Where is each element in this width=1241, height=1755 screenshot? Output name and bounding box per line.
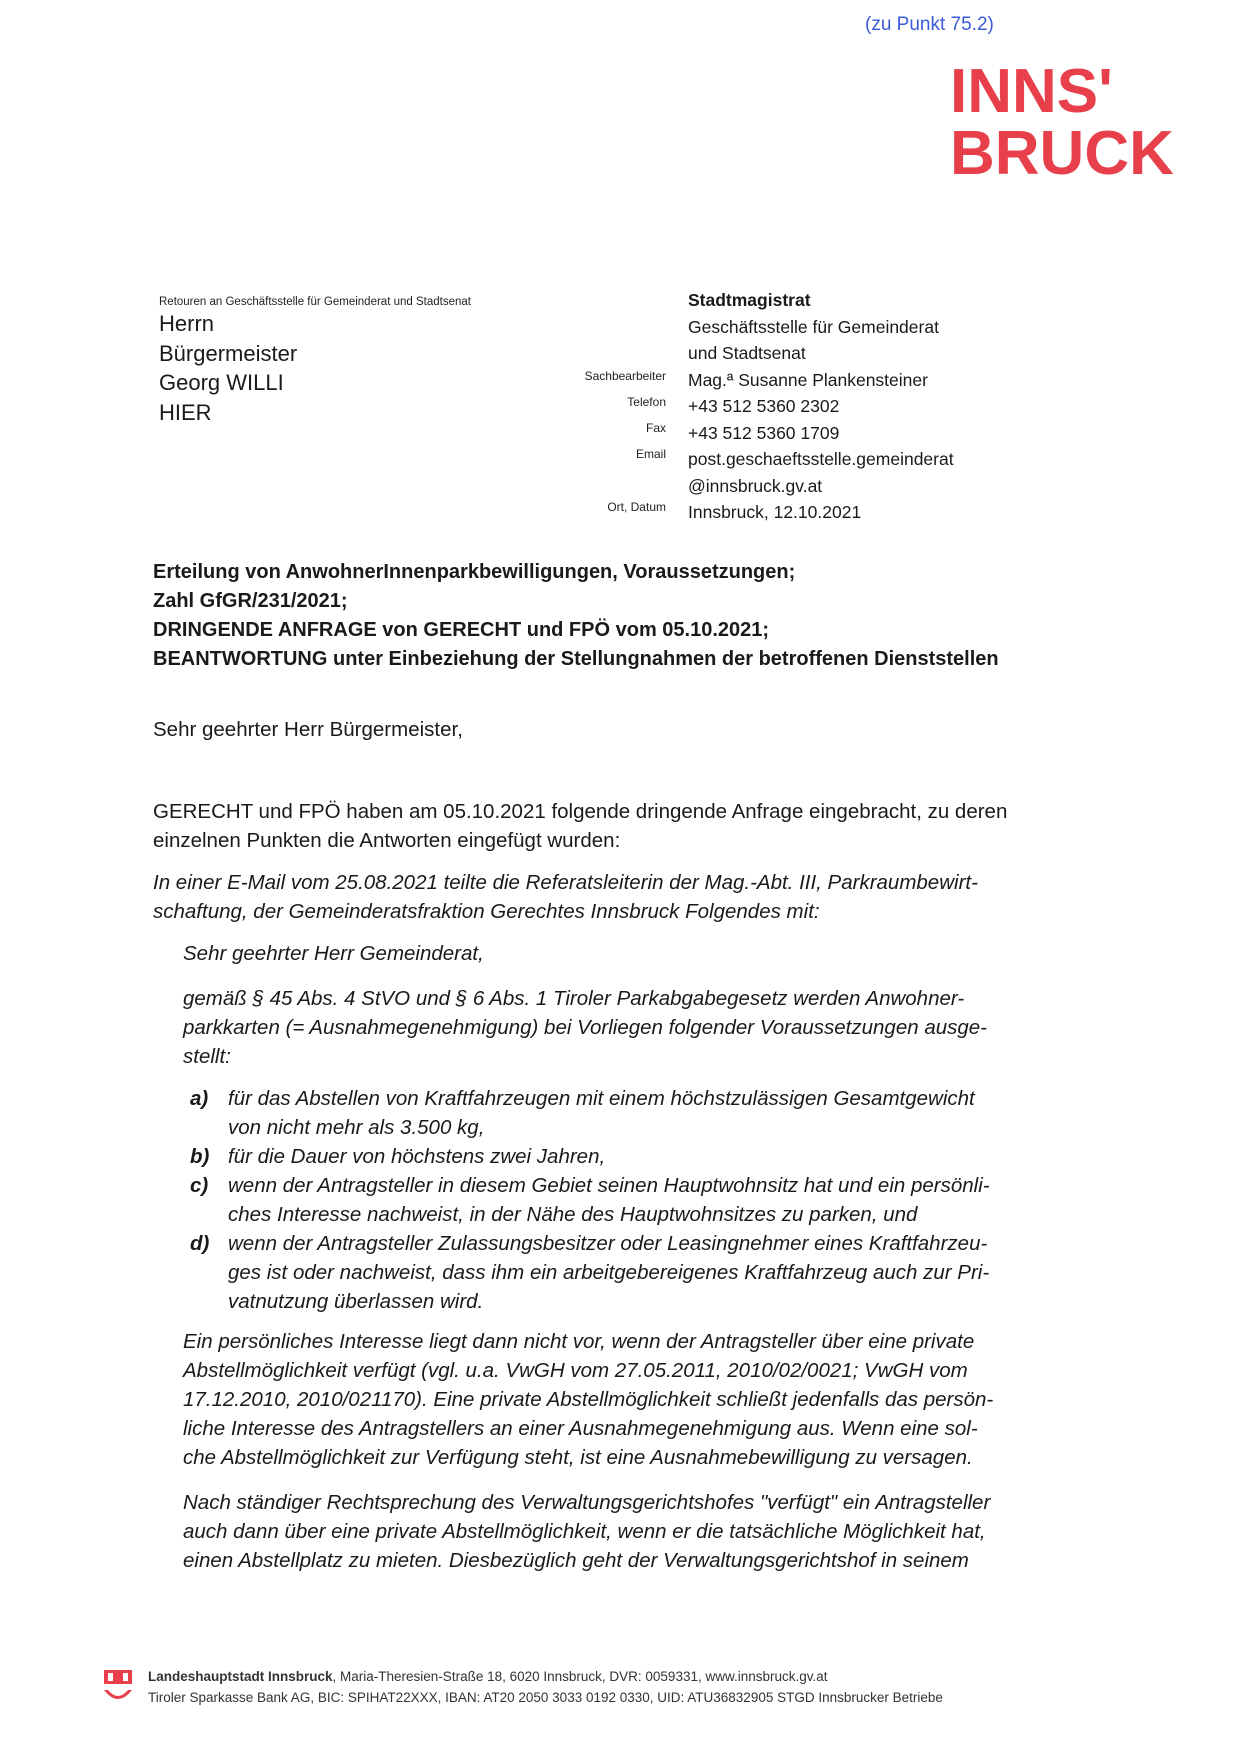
email-address: post.geschaeftsstelle.gemeinderat [688, 449, 954, 469]
list-item [190, 1171, 1140, 1229]
date-label: Ort, Datum [607, 500, 666, 514]
text-line: Abstellmöglichkeit verfügt (vgl. u.a. VwGH vom 27.05.2011, 2010/02/0021; VwGH vom [183, 1359, 968, 1382]
return-address-note: Retouren an Geschäftsstelle für Gemeinderat und Stadtsenat [159, 296, 471, 308]
footer [148, 1666, 1108, 1708]
office-name: Stadtmagistrat [688, 290, 811, 310]
quote-paragraph [183, 1327, 1133, 1472]
footer-city-name: Landeshauptstadt Innsbruck [148, 1669, 333, 1684]
subject-line: Erteilung von AnwohnerInnenparkbewilligungen, Voraussetzungen; [153, 561, 796, 583]
place-date: Innsbruck, 12.10.2021 [688, 502, 862, 522]
list-marker: b) [190, 1145, 210, 1168]
email-label: Email [635, 447, 666, 461]
text-line: GERECHT und FPÖ haben am 05.10.2021 folgende dringende Anfrage eingebracht, zu deren [153, 800, 1008, 823]
fax-label: Fax [645, 421, 666, 435]
logo-line-2: BRUCK [950, 119, 1174, 180]
text-line: Ein persönliches Interesse liegt dann nicht vor, wenn der Antragsteller über eine private [183, 1330, 975, 1353]
subject-block [153, 558, 999, 674]
text-line: stellt: [183, 1045, 231, 1068]
text-line: einen Abstellplatz zu mieten. Diesbezüglich geht der Verwaltungsgerichtshof in seinem [183, 1549, 969, 1572]
text-line: che Abstellmöglichkeit zur Verfügung steht, ist eine Ausnahmebewilligung zu versagen. [183, 1446, 973, 1469]
reference-note: (zu Punkt 75.2) [865, 14, 994, 35]
recipient-address [159, 309, 297, 427]
text-line: auch dann über eine private Abstellmöglichkeit, wenn er die tatsächliche Möglichkeit hat, [183, 1520, 986, 1543]
email-address: @innsbruck.gv.at [688, 475, 823, 496]
quote-paragraph [183, 984, 1123, 1071]
text-line: wenn der Antragsteller in diesem Gebiet seinen Hauptwohnsitz hat und ein persönli- [228, 1174, 990, 1197]
text-line: schaftung, der Gemeinderatsfraktion Gerechtes Innsbruck Folgendes mit: [153, 900, 820, 923]
text-line: vatnutzung überlassen wird. [228, 1290, 484, 1313]
fax-number: +43 512 5360 1709 [688, 422, 840, 443]
list-marker: a) [190, 1087, 209, 1110]
list-item [190, 1229, 1140, 1316]
footer-bank-line: Tiroler Sparkasse Bank AG, BIC: SPIHAT22XXX, IBAN: AT20 2050 3033 0192 0330, UID: ATU36832905 STGD Innsbrucker Betriebe [148, 1690, 943, 1705]
text-line: 17.12.2010, 2010/021170). Eine private Abstellmöglichkeit schließt jedenfalls das persön- [183, 1388, 994, 1411]
department-line: Geschäftsstelle für Gemeinderat [688, 316, 939, 337]
text-line: für das Abstellen von Kraftfahrzeugen mit einem höchstzulässigen Gesamtgewicht [228, 1087, 975, 1110]
list-item [190, 1084, 1140, 1142]
city-logo [950, 58, 1190, 180]
text-line: ches Interesse nachweist, in der Nähe des Hauptwohnsitzes zu parken, und [228, 1203, 918, 1226]
text-line: liche Interesse des Antragstellers an einer Ausnahmegenehmigung aus. Wenn eine sol- [183, 1417, 978, 1440]
clerk-name: Mag.ª Susanne Plankensteiner [688, 369, 928, 390]
text-line: parkkarten (= Ausnahmegenehmigung) bei Vorliegen folgender Voraussetzungen ausge- [183, 1016, 988, 1039]
text-line: In einer E-Mail vom 25.08.2021 teilte die Referatsleiterin der Mag.-Abt. III, Parkraumbewirt- [153, 871, 978, 894]
intro-paragraph [153, 797, 1143, 855]
list-marker: d) [190, 1232, 210, 1255]
text-line: wenn der Antragsteller Zulassungsbesitzer oder Leasingnehmer eines Kraftfahrzeu- [228, 1232, 988, 1255]
salutation: Sehr geehrter Herr Bürgermeister, [153, 718, 463, 741]
subject-line: BEANTWORTUNG unter Einbeziehung der Stellungnahmen der betroffenen Dienststellen [153, 648, 999, 670]
quote-intro [153, 868, 1143, 926]
city-emblem-icon [102, 1668, 134, 1706]
text-line: ges ist oder nachweist, dass ihm ein arbeitgebereigenes Kraftfahrzeug auch zur Pri- [228, 1261, 990, 1284]
phone-number: +43 512 5360 2302 [688, 396, 840, 416]
text-line: Nach ständiger Rechtsprechung des Verwaltungsgerichtshofes "verfügt" ein Antragsteller [183, 1491, 991, 1514]
sender-info [688, 287, 954, 526]
subject-line: DRINGENDE ANFRAGE von GERECHT und FPÖ vom 05.10.2021; [153, 619, 770, 641]
logo-line-1: INNS' [950, 58, 1113, 126]
phone-label: Telefon [627, 395, 666, 409]
text-line: einzelnen Punkten die Antworten eingefügt wurden: [153, 829, 621, 852]
clerk-label: Sachbearbeiter [584, 369, 666, 383]
footer-address: , Maria-Theresien-Straße 18, 6020 Innsbruck, DVR: 0059331, www.innsbruck.gv.at [332, 1669, 828, 1684]
text-line: gemäß § 45 Abs. 4 StVO und § 6 Abs. 1 Tiroler Parkabgabegesetz werden Anwohner- [183, 987, 965, 1010]
text-line: für die Dauer von höchstens zwei Jahren, [228, 1145, 606, 1168]
subject-line: Zahl GfGR/231/2021; [153, 590, 348, 612]
department-line: und Stadtsenat [688, 343, 806, 363]
recipient-line: HIER [159, 399, 212, 425]
text-line: von nicht mehr als 3.500 kg, [228, 1116, 485, 1139]
list-item [190, 1142, 1140, 1171]
quote-paragraph [183, 1488, 1133, 1575]
recipient-line: Bürgermeister [159, 340, 298, 366]
footer-line [148, 1666, 1108, 1687]
list-marker: c) [190, 1174, 209, 1197]
conditions-list [190, 1084, 1140, 1316]
recipient-line: Herrn [159, 311, 215, 336]
quote-salutation: Sehr geehrter Herr Gemeinderat, [183, 942, 484, 965]
recipient-line: Georg WILLI [159, 370, 284, 395]
